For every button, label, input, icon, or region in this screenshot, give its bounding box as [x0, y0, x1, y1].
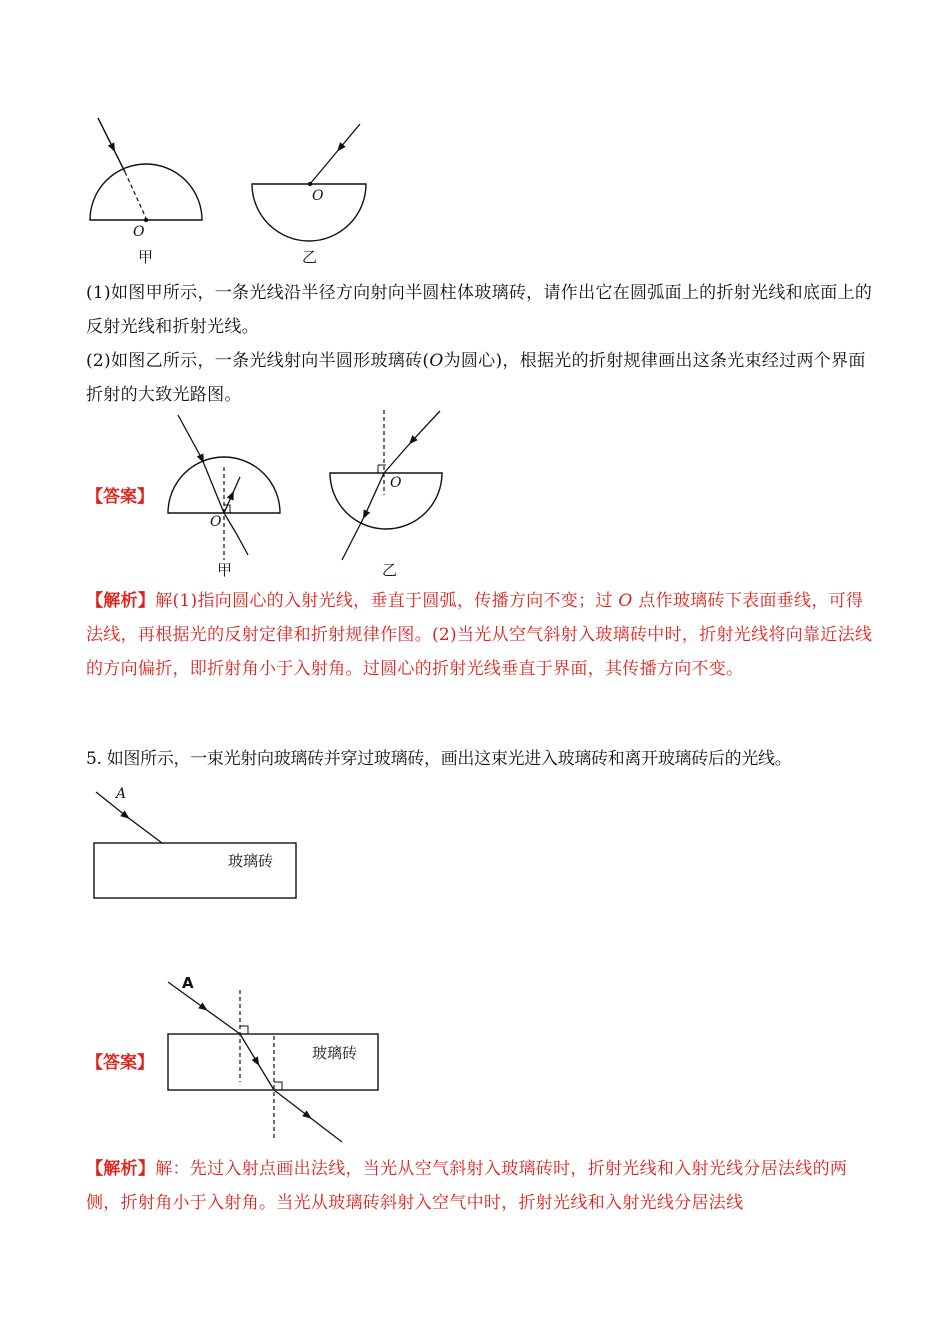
- q5-point-a: A: [116, 786, 127, 802]
- q5-question: 5. 如图所示，一束光射向玻璃砖并穿过玻璃砖，画出这束光进入玻璃砖和离开玻璃砖后的光线。: [86, 749, 792, 769]
- q5-answer-point-a: A: [182, 974, 194, 992]
- semicircle-jia: [90, 164, 202, 220]
- q5-answer-glass-label: 玻璃砖: [312, 1044, 358, 1062]
- figure-q5: [86, 780, 316, 905]
- answer-point-o-jia: O: [210, 514, 222, 530]
- point-o-jia: O: [133, 224, 145, 240]
- q4-part1: (1)如图甲所示，一条光线沿半径方向射向半圆柱体玻璃砖，请作出它在圆弧面上的折射光线和底面上的反射光线和折射光线。: [86, 283, 873, 337]
- figure-q4-answer: [160, 405, 460, 580]
- answer-label-jia: 甲: [217, 561, 233, 579]
- answer-point-o-yi: O: [390, 475, 402, 491]
- q5-answer-label: 【答案】: [86, 1053, 154, 1073]
- label-yi: 乙: [302, 248, 318, 266]
- point-o-yi: O: [312, 188, 324, 204]
- label-jia: 甲: [138, 248, 154, 266]
- q4-analysis: 【解析】解(1)指向圆心的入射光线，垂直于圆弧，传播方向不变；过 O 点作玻璃砖下表面垂线，可得法线，再根据光的反射定律和折射规律作图。(2)当光从空气斜射入玻璃砖中时，折射光线将向靠近法线的方向偏折，即折射角小于入射角。过圆心的折射光线垂直于界面，其传播方向不变。: [86, 591, 873, 679]
- q5-analysis: 【解析】解：先过入射点画出法线，当光从空气斜射入玻璃砖时，折射光线和入射光线分居法线的两侧，折射角小于入射角。当光从玻璃砖斜射入空气中时，折射光线和入射光线分居法线: [86, 1159, 848, 1213]
- answer-label-yi: 乙: [382, 561, 398, 579]
- q5-glass-label: 玻璃砖: [228, 852, 274, 870]
- q4-answer-label: 【答案】: [86, 487, 154, 507]
- q4-part2: (2)如图乙所示，一条光线射向半圆形玻璃砖(O为圆心)，根据光的折射规律画出这条光束经过两个界面折射的大致光路图。: [86, 351, 866, 405]
- semicircle-yi: [252, 184, 366, 241]
- figure-q5-answer: [160, 970, 390, 1145]
- dashed-radius-jia: [125, 172, 146, 218]
- figure-q4-diagrams: [80, 110, 400, 270]
